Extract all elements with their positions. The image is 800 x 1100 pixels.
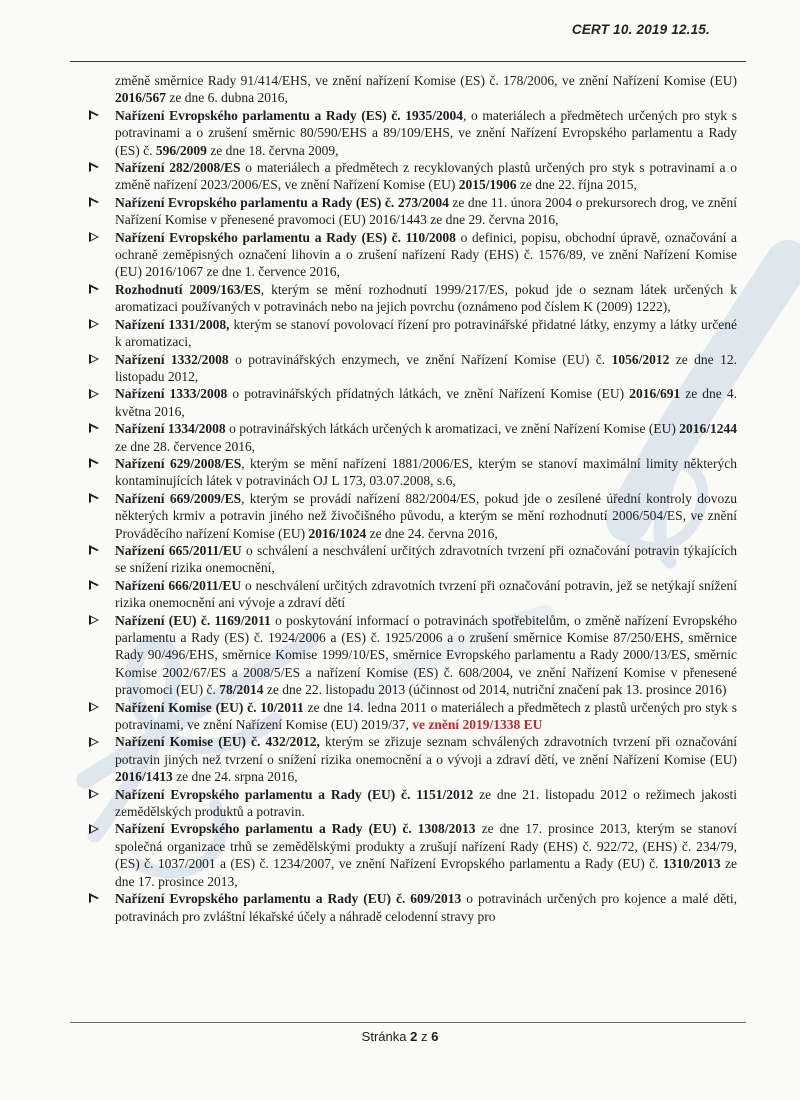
list-arrow-icon <box>89 580 101 592</box>
list-arrow-icon <box>89 702 101 714</box>
regulation-number-bold: 1310/2013 <box>662 856 721 872</box>
regulation-number-bold: Nařízení 1333/2008 <box>115 386 228 402</box>
header-reference: CERT 10. 2019 12.15. <box>571 22 710 37</box>
list-arrow-icon <box>89 789 101 801</box>
list-arrow-icon <box>89 354 101 366</box>
regulation-number-bold: 596/2009 <box>155 142 207 158</box>
list-arrow-icon <box>89 110 101 122</box>
regulation-text: , o materiálech a předmětech určených pro styk s potravinami a o zrušení směrnic 80/590/EHS a 89/109/EHS, ve znění Nařízení Evropského parlamentu a Rady (ES) č. <box>115 107 737 158</box>
regulation-item <box>88 820 737 890</box>
list-arrow-icon <box>89 423 101 435</box>
footer-separator: z <box>420 1029 428 1044</box>
regulation-text: o potravinářských přídatných látkách, ve znění Nařízení Komise (EU) <box>227 386 630 402</box>
regulation-text: o potravinách určených pro kojence a malé děti, potravinách pro zvláštní lékařské účely a náhradě celodenní stravy pro <box>115 891 737 924</box>
list-arrow-icon <box>89 197 101 209</box>
regulation-text: , kterým se mění nařízení 1881/2006/ES, kterým se stanoví maximální limity některých kontaminujících látek v potravinách OJ L 173, 03.07.2008, s.6, <box>115 455 737 489</box>
regulation-text: ze dne 17. prosince 2013, <box>115 856 737 889</box>
regulation-text: ze dne 24. června 2016, <box>366 525 498 541</box>
regulation-item <box>88 699 737 734</box>
regulation-text: kterým se zřizuje seznam schválených zdravotních tvrzení při označování potravin jiných než tvrzení o snížení rizika onemocnění a o vývoji a zdraví dětí, ve znění Nařízení Komise (EU) <box>115 734 737 767</box>
regulation-number-bold: Nařízení Evropského parlamentu a Rady (EU) č. 1308/2013 <box>115 821 476 837</box>
regulation-item <box>88 786 737 821</box>
regulation-item <box>88 351 737 386</box>
regulation-number-bold: 2016/567 <box>115 90 167 106</box>
regulation-item <box>88 612 737 699</box>
regulation-item <box>88 194 737 229</box>
regulation-text: ze dne 6. dubna 2016, <box>166 90 288 106</box>
regulation-number-bold: Nařízení Evropského parlamentu a Rady (EU) č. 1151/2012 <box>115 786 474 802</box>
regulation-item <box>88 385 737 420</box>
regulation-number-bold: Nařízení Evropského parlamentu a Rady (ES) č. 1935/2004 <box>115 107 464 123</box>
regulation-text: o poskytování informací o potravinách spotřebitelům, o změně nařízení Evropského parlamentu a Rady (ES) č. 1924/2006 a (ES) č. 1925/2006 a o zrušení směrnice Komise 87/250/EHS, směrnice Rady 90/496/EHS, směrnice Komise 1999/10/ES, směrnice Evropského parlamentu a Rady 2000/13/ES, směrnic Komise 2002/67/ES a 2008/5/ES a nařízení Komise (ES) č. 608/2004, ve znění Nařízení Komise v přenesené pravomoci (EU) č. <box>115 612 738 698</box>
regulation-number-bold: Nařízení Evropského parlamentu a Rady (EU) č. 609/2013 <box>115 891 462 907</box>
regulation-item <box>88 229 737 281</box>
regulation-text: ze dne 4. května 2016, <box>115 386 737 419</box>
regulation-number-bold: Nařízení (EU) č. 1169/2011 <box>115 612 271 628</box>
regulation-text: ze dne 24. srpna 2016, <box>172 769 298 785</box>
regulation-text: ze dne 17. prosince 2013, kterým se stanoví společná organizace trhů se zemědělskými produkty a zrušují nařízení Rady (EHS) č. 922/72, (EHS) č. 234/79, (ES) č. 1037/2001 a (ES) č. 1234/2007, ve znění Nařízení Evropského parlamentu a Rady (EU) č. <box>115 821 737 872</box>
list-arrow-icon <box>89 458 101 470</box>
header-rule <box>70 61 746 62</box>
regulation-number-bold: Nařízení 1332/2008 <box>115 351 229 367</box>
regulation-number-bold: Nařízení 282/2008/ES <box>115 160 241 176</box>
regulation-item <box>88 490 737 542</box>
regulation-number-bold: Nařízení 669/2009/ES <box>115 490 242 506</box>
regulation-text: ze dne 18. června 2009, <box>206 142 339 158</box>
regulation-number-bold: Nařízení 629/2008/ES <box>115 455 242 471</box>
regulation-number-bold: 2015/1906 <box>458 177 517 193</box>
regulation-number-bold: Nařízení Komise (EU) č. 10/2011 <box>115 699 304 715</box>
regulation-item <box>88 159 737 194</box>
regulation-text: kterým se stanoví povolovací řízení pro potravinářské přidatné látky, enzymy a látky určené k aromatizaci, <box>115 316 737 350</box>
regulation-number-bold: Nařízení 666/2011/EU <box>115 577 242 593</box>
regulation-text: , kterým se mění rozhodnutí 1999/217/ES, pokud jde o seznam látek určených k aromatizaci používaných v potravinách nebo na jejich povrchu (oznámeno pod číslem K (2009) 1222), <box>115 281 737 315</box>
regulation-text: o schválení a neschválení určitých zdravotních tvrzení při označování potravin týkajících se snížení rizika onemocnění, <box>115 542 737 576</box>
list-arrow-icon <box>89 284 101 296</box>
regulation-number-bold: Rozhodnutí 2009/163/ES <box>115 281 261 297</box>
regulation-text: o potravinářských látkách určených k aromatizaci, ve znění Nařízení Komise (EU) <box>225 421 680 437</box>
regulation-number-bold: Nařízení 1331/2008, <box>115 316 230 332</box>
regulation-number-bold: 2016/691 <box>629 386 681 402</box>
footer-page-label: Stránka <box>361 1029 407 1044</box>
regulation-item <box>88 890 737 925</box>
regulation-item <box>88 316 737 351</box>
regulation-number-bold: Nařízení Komise (EU) č. 432/2012, <box>115 734 320 750</box>
amendment-highlight-text: ve znění 2019/1338 EU <box>412 717 543 733</box>
page-footer <box>0 1029 800 1044</box>
regulation-number-bold: 1056/2012 <box>611 351 670 367</box>
footer-total-pages: 6 <box>431 1029 439 1044</box>
regulation-number-bold: 2016/1244 <box>679 421 737 437</box>
regulation-text: o materiálech a předmětech z recyklovaných plastů určených pro styk s potravinami a o změně nařízení 2023/2006/ES, ve znění Nařízení Komise (EU) <box>115 160 737 193</box>
footer-rule <box>70 1022 746 1023</box>
regulation-text: o potravinářských enzymech, ve znění Nařízení Komise (EU) č. <box>228 351 612 367</box>
regulation-number-bold: Nařízení 665/2011/EU <box>115 542 242 558</box>
regulation-list <box>88 107 737 925</box>
list-arrow-icon <box>89 493 101 505</box>
regulation-text: o neschválení určitých zdravotních tvrzení při označování potravin, jež se netýkají snížení rizika onemocnění ani vývoje a zdraví dětí <box>115 577 737 611</box>
list-arrow-icon <box>89 232 101 244</box>
regulation-text: ze dne 12. listopadu 2012, <box>115 351 737 384</box>
regulation-text: o definici, popisu, obchodní úpravě, označování a ochraně zeměpisných označení lihovin a o zrušení nařízení Rady (EHS) č. 1576/89, ve znění Nařízení Komise (EU) 2016/1067 ze dne 1. července 2016, <box>115 229 737 280</box>
regulation-item <box>88 420 737 455</box>
regulation-number-bold: 2016/1024 <box>308 525 367 541</box>
list-arrow-icon <box>89 893 101 905</box>
footer-page-number: 2 <box>410 1029 418 1044</box>
regulation-item <box>88 733 737 785</box>
regulation-item <box>88 455 737 490</box>
regulation-text: ze dne 28. července 2016, <box>115 438 256 454</box>
regulation-text: ze dne 22. listopadu 2013 (účinnost od 2014, nutriční značení pak 13. prosince 2016) <box>263 682 727 698</box>
regulation-text: změně směrnice Rady 91/414/EHS, ve znění nařízení Komise (ES) č. 178/2006, ve znění Nařízení Komise (EU) <box>115 73 737 88</box>
document-body <box>88 72 737 925</box>
regulation-number-bold: 2016/1413 <box>115 769 173 785</box>
list-arrow-icon <box>89 162 101 174</box>
list-arrow-icon <box>89 545 101 557</box>
list-arrow-icon <box>89 319 101 331</box>
regulation-text: ze dne 21. listopadu 2012 o režimech jakosti zemědělských produktů a potravin. <box>115 786 738 820</box>
regulation-number-bold: Nařízení Evropského parlamentu a Rady (ES) č. 273/2004 <box>115 194 449 210</box>
regulation-number-bold: Nařízení 1334/2008 <box>115 421 226 437</box>
list-arrow-icon <box>89 389 101 401</box>
regulation-number-bold: 78/2014 <box>219 682 264 698</box>
regulation-text: ze dne 11. února 2004 o prekursorech drog, ve znění Nařízení Komise v přenesené pravomoci (EU) 2016/1443 ze dne 29. června 2016, <box>115 194 737 228</box>
regulation-item <box>88 542 737 577</box>
regulation-item <box>88 281 737 316</box>
regulation-text: ze dne 22. října 2015, <box>516 177 637 193</box>
regulation-text: , kterým se provádí nařízení 882/2004/ES, pokud jde o zesílené úřední kontroly dovozu některých krmiv a potravin jiného než živočišného původu, a kterým se mění rozhodnutí 2006/504/ES, ve znění Prováděcího nařízení Komise (EU) <box>115 490 737 541</box>
regulation-item <box>88 107 737 159</box>
list-arrow-icon <box>89 824 101 836</box>
regulation-item <box>88 577 737 612</box>
list-arrow-icon <box>89 615 101 627</box>
regulation-number-bold: Nařízení Evropského parlamentu a Rady (ES) č. 110/2008 <box>115 229 456 245</box>
regulation-text: ze dne 14. ledna 2011 o materiálech a předmětech z plastů určených pro styk s potravinami, ve znění Nařízení Komise (EU) 2019/37, <box>115 699 737 733</box>
list-arrow-icon <box>89 737 101 749</box>
intro-paragraph <box>88 72 737 107</box>
